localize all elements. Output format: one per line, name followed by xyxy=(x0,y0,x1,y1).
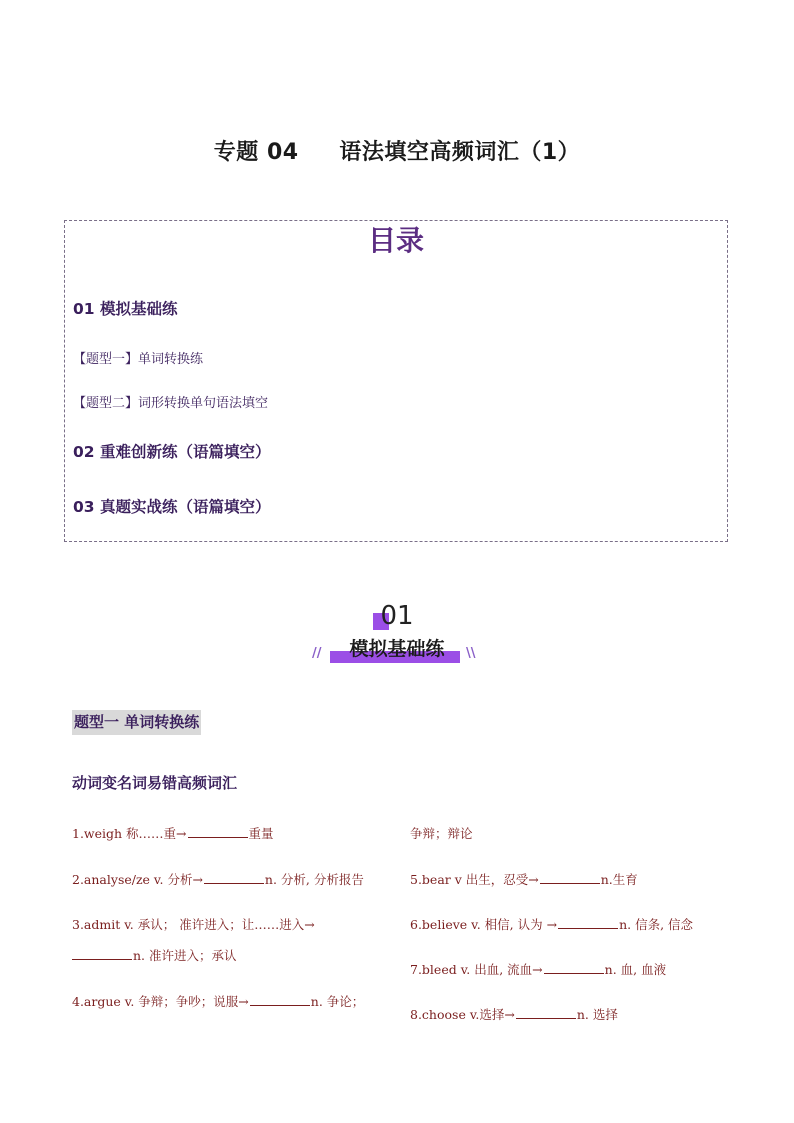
vocab-entry-1: 1.weigh 称……重→ 重量 xyxy=(72,826,274,841)
vocab-entry-4-continued: 争辩；辩论 xyxy=(410,826,473,841)
toc-heading: 目录 xyxy=(367,224,424,257)
answer-blank[interactable] xyxy=(72,946,132,960)
section-title: 模拟基础练 xyxy=(349,638,445,660)
answer-blank[interactable] xyxy=(250,992,310,1006)
section-number: 01 xyxy=(380,601,414,631)
page-title: 专题 04 语法填空高频词汇（1） xyxy=(213,140,581,165)
vocab-entry-3: 3.admit v. 承认； 准许进入；让……进入→ xyxy=(72,917,315,932)
answer-blank[interactable] xyxy=(544,960,604,974)
sub-heading: 动词变名词易错高频词汇 xyxy=(72,774,238,792)
question-type-label: 题型一 单词转换练 xyxy=(72,710,201,735)
vocab-entry-5: 5.bear v 出生，忍受→ n.生育 xyxy=(410,872,638,887)
vocab-entry-6: 6.believe v. 相信, 认为 → n. 信条, 信念 xyxy=(410,917,694,932)
toc-item-basic-practice[interactable]: 01 模拟基础练 xyxy=(73,300,178,318)
toc-item-type-one[interactable]: 【题型一】单词转换练 xyxy=(73,352,204,367)
vocab-entry-3-continued: n. 准许进入；承认 xyxy=(72,946,237,964)
vocab-entry-7: 7.bleed v. 出血, 流血→ n. 血, 血液 xyxy=(410,962,667,977)
vocab-entry-8: 8.choose v.选择→ n. 选择 xyxy=(410,1007,618,1022)
answer-blank[interactable] xyxy=(516,1005,576,1019)
answer-blank[interactable] xyxy=(540,870,600,884)
answer-blank[interactable] xyxy=(558,915,618,929)
vocab-entry-4: 4.argue v. 争辩；争吵；说服→ n. 争论； xyxy=(72,994,365,1009)
table-of-contents xyxy=(64,220,728,542)
toc-item-real-exam-practice[interactable]: 03 真题实战练（语篇填空） xyxy=(73,498,271,516)
left-decoration: // xyxy=(312,646,322,661)
toc-item-innovation-practice[interactable]: 02 重难创新练（语篇填空） xyxy=(73,443,271,461)
vocab-entry-2: 2.analyse/ze v. 分析→ n. 分析, 分析报告 xyxy=(72,872,364,887)
answer-blank[interactable] xyxy=(188,824,248,838)
right-decoration: \\ xyxy=(466,646,476,661)
toc-item-type-two[interactable]: 【题型二】词形转换单句语法填空 xyxy=(73,396,269,411)
answer-blank[interactable] xyxy=(204,870,264,884)
